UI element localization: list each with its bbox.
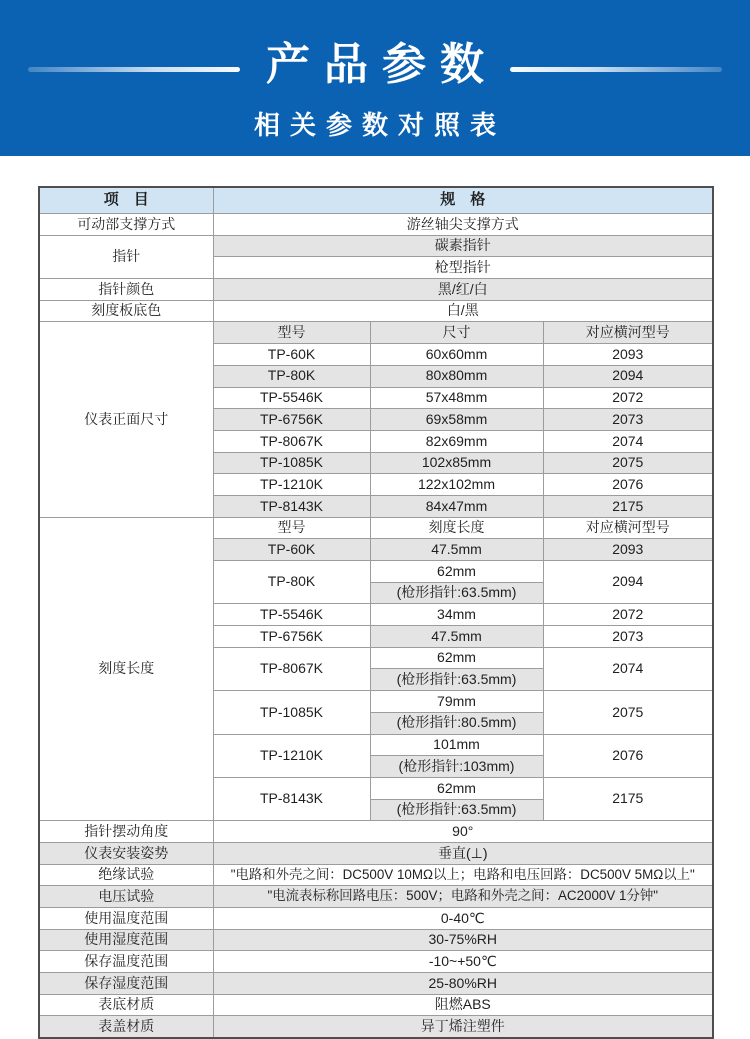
- yokogawa-cell: 2094: [543, 561, 713, 604]
- item-label: 表底材质: [39, 994, 213, 1016]
- yokogawa-cell: 2073: [543, 409, 713, 431]
- size-cell: 102x85mm: [370, 452, 543, 474]
- length-cell: 62mm: [370, 647, 543, 669]
- page-subtitle: 相关参数对照表: [253, 110, 506, 140]
- item-label: 指针摆动角度: [39, 821, 213, 843]
- page-banner: [0, 0, 750, 156]
- length-cell: 34mm: [370, 604, 543, 626]
- item-label: 保存湿度范围: [39, 973, 213, 995]
- size-cell: 122x102mm: [370, 474, 543, 496]
- spec-value: 游丝轴尖支撑方式: [213, 214, 713, 236]
- size-cell: 80x80mm: [370, 365, 543, 387]
- yokogawa-cell: 2093: [543, 344, 713, 366]
- spec-value: 黑/红/白: [213, 279, 713, 301]
- spec-value: 90°: [213, 821, 713, 843]
- subcol-header-length: 刻度长度: [370, 517, 543, 539]
- yokogawa-cell: 2093: [543, 539, 713, 561]
- item-label: 绝缘试验: [39, 864, 213, 886]
- spec-value: 异丁烯注塑件: [213, 1016, 713, 1038]
- item-label: 仪表安装姿势: [39, 842, 213, 864]
- subcol-header-yokogawa: 对应横河型号: [543, 517, 713, 539]
- page-title: 产品参数: [266, 40, 498, 89]
- spec-value: "电路和外壳之间：DC500V 10MΩ以上；电路和电压回路：DC500V 5MΩ以上": [213, 864, 713, 886]
- item-label: 表盖材质: [39, 1016, 213, 1038]
- item-label: 电压试验: [39, 886, 213, 908]
- length-cell: 62mm: [370, 561, 543, 583]
- table-row: [39, 279, 713, 301]
- subcol-header-yokogawa: 对应横河型号: [543, 322, 713, 344]
- spec-table: [38, 186, 714, 1039]
- table-row: [39, 886, 713, 908]
- col-header-spec: 规 格: [213, 187, 713, 214]
- item-label: 刻度长度: [39, 517, 213, 821]
- item-label: 可动部支撑方式: [39, 214, 213, 236]
- table-header-row: [39, 187, 713, 214]
- subcol-header-model: 型号: [213, 322, 370, 344]
- size-cell: 60x60mm: [370, 344, 543, 366]
- yokogawa-cell: 2072: [543, 387, 713, 409]
- size-cell: 57x48mm: [370, 387, 543, 409]
- title-underline-left: [28, 67, 240, 72]
- yokogawa-cell: 2175: [543, 777, 713, 820]
- size-cell: 84x47mm: [370, 495, 543, 517]
- model-cell: TP-80K: [213, 365, 370, 387]
- yokogawa-cell: 2074: [543, 430, 713, 452]
- item-label: 仪表正面尺寸: [39, 322, 213, 517]
- model-cell: TP-6756K: [213, 409, 370, 431]
- length-cell: (枪形指针:63.5mm): [370, 582, 543, 604]
- length-cell: 62mm: [370, 777, 543, 799]
- size-cell: 82x69mm: [370, 430, 543, 452]
- yokogawa-cell: 2073: [543, 626, 713, 648]
- model-cell: TP-1085K: [213, 452, 370, 474]
- title-underline-right: [510, 67, 722, 72]
- table-row: [39, 842, 713, 864]
- size-cell: 69x58mm: [370, 409, 543, 431]
- table-row: [39, 235, 713, 257]
- model-cell: TP-8143K: [213, 495, 370, 517]
- yokogawa-cell: 2175: [543, 495, 713, 517]
- spec-value: 垂直(⊥): [213, 842, 713, 864]
- model-cell: TP-80K: [213, 561, 370, 604]
- spec-value: 枪型指针: [213, 257, 713, 279]
- item-label: 指针颜色: [39, 279, 213, 301]
- model-cell: TP-5546K: [213, 604, 370, 626]
- model-cell: TP-60K: [213, 539, 370, 561]
- spec-value: 0-40℃: [213, 908, 713, 930]
- length-cell: (枪形指针:63.5mm): [370, 799, 543, 821]
- yokogawa-cell: 2076: [543, 474, 713, 496]
- yokogawa-cell: 2075: [543, 452, 713, 474]
- spec-value: 25-80%RH: [213, 973, 713, 995]
- subcol-header-model: 型号: [213, 517, 370, 539]
- yokogawa-cell: 2074: [543, 647, 713, 690]
- table-row: [39, 951, 713, 973]
- model-cell: TP-1085K: [213, 691, 370, 734]
- spec-value: 碳素指针: [213, 235, 713, 257]
- table-row: [39, 821, 713, 843]
- item-label: 使用温度范围: [39, 908, 213, 930]
- model-cell: TP-1210K: [213, 734, 370, 777]
- item-label: 保存温度范围: [39, 951, 213, 973]
- table-row: [39, 300, 713, 322]
- spec-value: 阻燃ABS: [213, 994, 713, 1016]
- table-row: [39, 973, 713, 995]
- model-cell: TP-60K: [213, 344, 370, 366]
- model-cell: TP-6756K: [213, 626, 370, 648]
- table-row: [39, 864, 713, 886]
- length-cell: 47.5mm: [370, 626, 543, 648]
- length-cell: (枪形指针:103mm): [370, 756, 543, 778]
- item-label: 指针: [39, 235, 213, 278]
- length-cell: (枪形指针:63.5mm): [370, 669, 543, 691]
- table-row: [39, 929, 713, 951]
- model-cell: TP-5546K: [213, 387, 370, 409]
- model-cell: TP-8143K: [213, 777, 370, 820]
- yokogawa-cell: 2075: [543, 691, 713, 734]
- table-row: [39, 322, 713, 344]
- table-row: [39, 994, 713, 1016]
- length-cell: 79mm: [370, 691, 543, 713]
- table-row: [39, 1016, 713, 1038]
- yokogawa-cell: 2094: [543, 365, 713, 387]
- table-row: [39, 908, 713, 930]
- length-cell: 47.5mm: [370, 539, 543, 561]
- col-header-item: 项 目: [39, 187, 213, 214]
- table-row: [39, 517, 713, 539]
- model-cell: TP-8067K: [213, 430, 370, 452]
- yokogawa-cell: 2072: [543, 604, 713, 626]
- spec-value: 30-75%RH: [213, 929, 713, 951]
- model-cell: TP-1210K: [213, 474, 370, 496]
- spec-value: "电流表标称回路电压：500V；电路和外壳之间：AC2000V 1分钟": [213, 886, 713, 908]
- subcol-header-size: 尺寸: [370, 322, 543, 344]
- yokogawa-cell: 2076: [543, 734, 713, 777]
- item-label: 刻度板底色: [39, 300, 213, 322]
- table-row: [39, 214, 713, 236]
- spec-value: 白/黑: [213, 300, 713, 322]
- spec-value: -10~+50℃: [213, 951, 713, 973]
- item-label: 使用湿度范围: [39, 929, 213, 951]
- length-cell: (枪形指针:80.5mm): [370, 712, 543, 734]
- model-cell: TP-8067K: [213, 647, 370, 690]
- length-cell: 101mm: [370, 734, 543, 756]
